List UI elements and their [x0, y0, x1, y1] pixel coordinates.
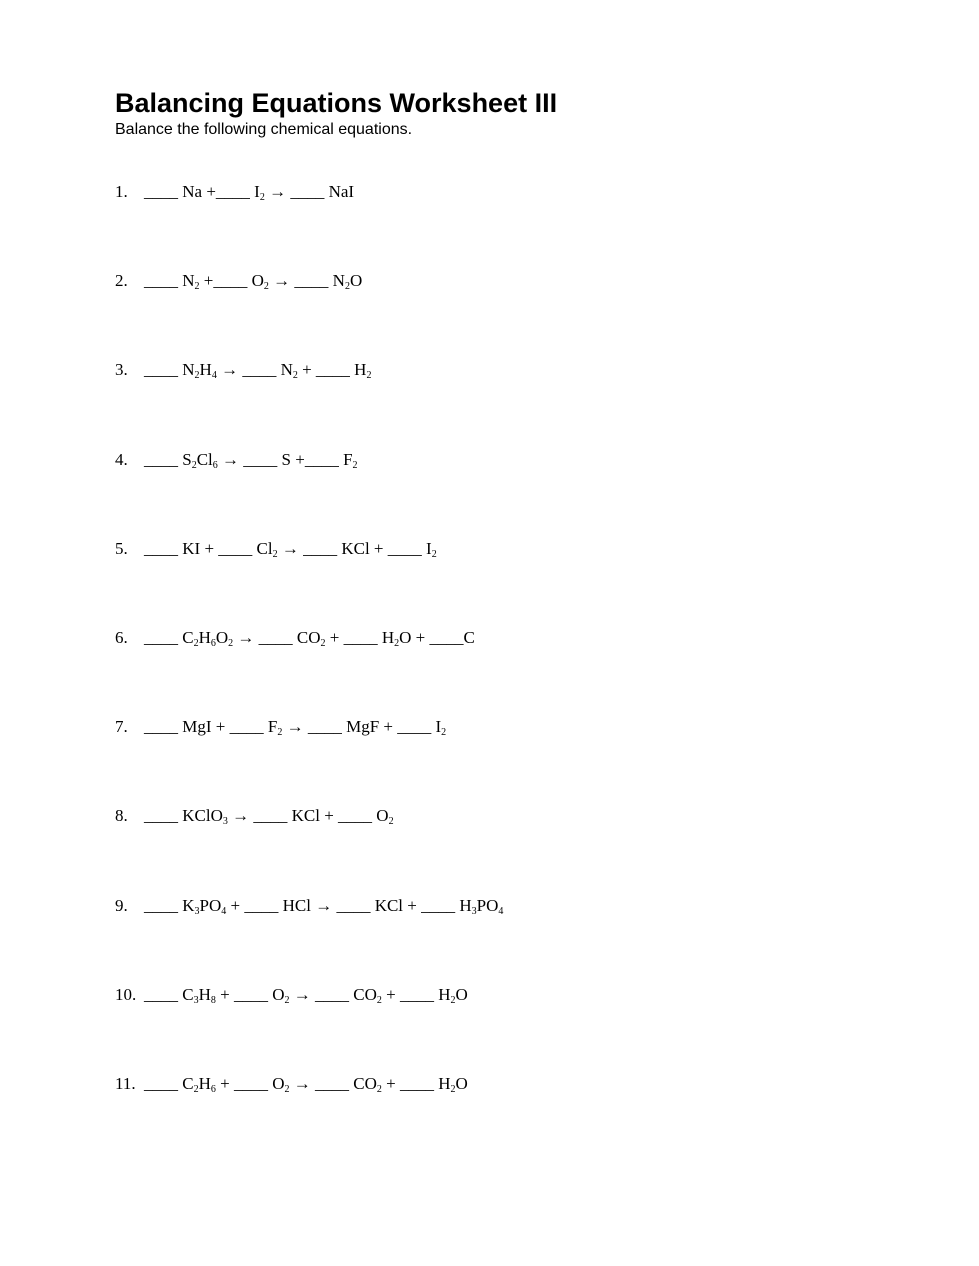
subscript: 2	[376, 995, 382, 1006]
equation-segment: ____ N	[144, 360, 195, 379]
equation-segment: ____ KI + ____ Cl	[144, 539, 273, 558]
subscript: 2	[450, 1084, 456, 1095]
subscript: 2	[450, 995, 456, 1006]
equation-segment: ____ Na +____ I	[144, 182, 260, 201]
equation-segment: + ____ O	[215, 985, 285, 1004]
equation-segment: PO	[476, 896, 499, 915]
equation-text	[144, 539, 437, 558]
equation-segment: + ____ H	[325, 628, 395, 647]
subscript: 2	[228, 638, 234, 649]
equation-item	[115, 358, 371, 382]
subscript: 2	[284, 1084, 290, 1095]
subscript: 8	[210, 995, 216, 1006]
equation-segment: O + ____C	[399, 628, 475, 647]
equation-segment: + ____ HCl → ____ KCl + ____ H	[226, 896, 472, 915]
equation-number: 5.	[115, 539, 128, 558]
equation-segment: → ____ N	[216, 360, 293, 379]
equation-segment: ____ C	[144, 628, 194, 647]
equation-segment: Cl	[196, 450, 213, 469]
equation-segment: ____ KClO	[144, 806, 223, 825]
equation-text	[144, 896, 503, 915]
subscript: 4	[221, 906, 227, 917]
equation-segment: + ____ O	[215, 1074, 285, 1093]
equation-segment: H	[198, 628, 211, 647]
equation-text	[144, 271, 362, 290]
equation-segment: H	[199, 360, 212, 379]
equation-segment: → ____ NaI	[264, 182, 355, 201]
subscript: 2	[259, 192, 265, 203]
equation-item	[115, 448, 358, 472]
equation-segment: ____ C	[144, 1074, 194, 1093]
equation-segment: ____ K	[144, 896, 195, 915]
equation-text	[144, 360, 371, 379]
equation-segment: O	[455, 1074, 468, 1093]
subscript: 2	[194, 281, 200, 292]
equation-number: 10.	[115, 985, 137, 1004]
equation-text	[144, 985, 468, 1004]
equation-number: 11.	[115, 1074, 136, 1093]
subscript: 2	[344, 281, 350, 292]
subscript: 4	[211, 370, 217, 381]
subscript: 3	[471, 906, 477, 917]
equation-segment: → ____ KCl + ____ O	[227, 806, 389, 825]
subscript: 2	[191, 460, 197, 471]
equation-item	[115, 983, 468, 1007]
equation-item	[115, 269, 362, 293]
equation-item	[115, 804, 394, 828]
subscript: 2	[272, 549, 278, 560]
equation-number: 8.	[115, 806, 128, 825]
equation-segment: H	[198, 985, 211, 1004]
subscript: 2	[352, 460, 358, 471]
equation-segment: → ____ S +____ F	[217, 450, 353, 469]
subscript: 2	[376, 1084, 382, 1095]
subscript: 6	[212, 460, 218, 471]
equation-text	[144, 182, 354, 201]
equation-text	[144, 628, 475, 647]
subscript: 4	[498, 906, 504, 917]
equation-segment: → ____ CO	[233, 628, 321, 647]
equation-number: 6.	[115, 628, 128, 647]
equation-number: 7.	[115, 717, 128, 736]
subscript: 6	[210, 638, 216, 649]
subscript: 2	[193, 1084, 199, 1095]
instructions-text: Balance the following chemical equations.	[115, 121, 413, 138]
equation-segment: O	[455, 985, 468, 1004]
equation-segment: ____ S	[144, 450, 192, 469]
equation-segment: → ____ N	[268, 271, 345, 290]
equation-number: 2.	[115, 271, 128, 290]
equation-segment: H	[198, 1074, 211, 1093]
subscript: 2	[431, 549, 437, 560]
equation-segment: +____ O	[199, 271, 264, 290]
subscript: 3	[222, 816, 228, 827]
subscript: 3	[193, 995, 199, 1006]
subscript: 2	[194, 370, 200, 381]
subscript: 2	[388, 816, 394, 827]
equation-segment: → ____ KCl + ____ I	[277, 539, 432, 558]
equation-text	[144, 1074, 468, 1093]
subscript: 2	[277, 727, 283, 738]
equation-item	[115, 894, 503, 918]
subscript: 2	[193, 638, 199, 649]
equation-segment: PO	[199, 896, 222, 915]
equation-segment: + ____ H	[381, 1074, 451, 1093]
subscript: 2	[441, 727, 447, 738]
equation-segment: ____ MgI + ____ F	[144, 717, 278, 736]
subscript: 2	[292, 370, 298, 381]
subscript: 3	[194, 906, 200, 917]
equation-segment: ____ C	[144, 985, 194, 1004]
equation-text	[144, 717, 446, 736]
equation-item	[115, 537, 437, 561]
equation-item	[115, 180, 354, 204]
subscript: 2	[263, 281, 269, 292]
subscript: 2	[284, 995, 290, 1006]
page-title: Balancing Equations Worksheet III	[115, 88, 558, 118]
equation-text	[144, 806, 394, 825]
equation-segment: O	[215, 628, 229, 647]
equation-item	[115, 1072, 468, 1096]
equation-segment: → ____ CO	[289, 1074, 377, 1093]
equation-item	[115, 715, 446, 739]
subscript: 2	[320, 638, 326, 649]
equation-segment: → ____ MgF + ____ I	[282, 717, 442, 736]
equation-number: 4.	[115, 450, 128, 469]
subscript: 6	[210, 1084, 216, 1095]
equation-item	[115, 626, 475, 650]
subscript: 2	[394, 638, 400, 649]
subscript: 2	[366, 370, 372, 381]
equation-segment: O	[349, 271, 363, 290]
equation-segment: → ____ CO	[289, 985, 377, 1004]
equation-number: 3.	[115, 360, 128, 379]
equation-number: 1.	[115, 182, 128, 201]
equation-text	[144, 450, 358, 469]
equation-segment: + ____ H	[381, 985, 451, 1004]
equation-segment: ____ N	[144, 271, 195, 290]
equation-number: 9.	[115, 896, 128, 915]
equation-segment: + ____ H	[297, 360, 367, 379]
